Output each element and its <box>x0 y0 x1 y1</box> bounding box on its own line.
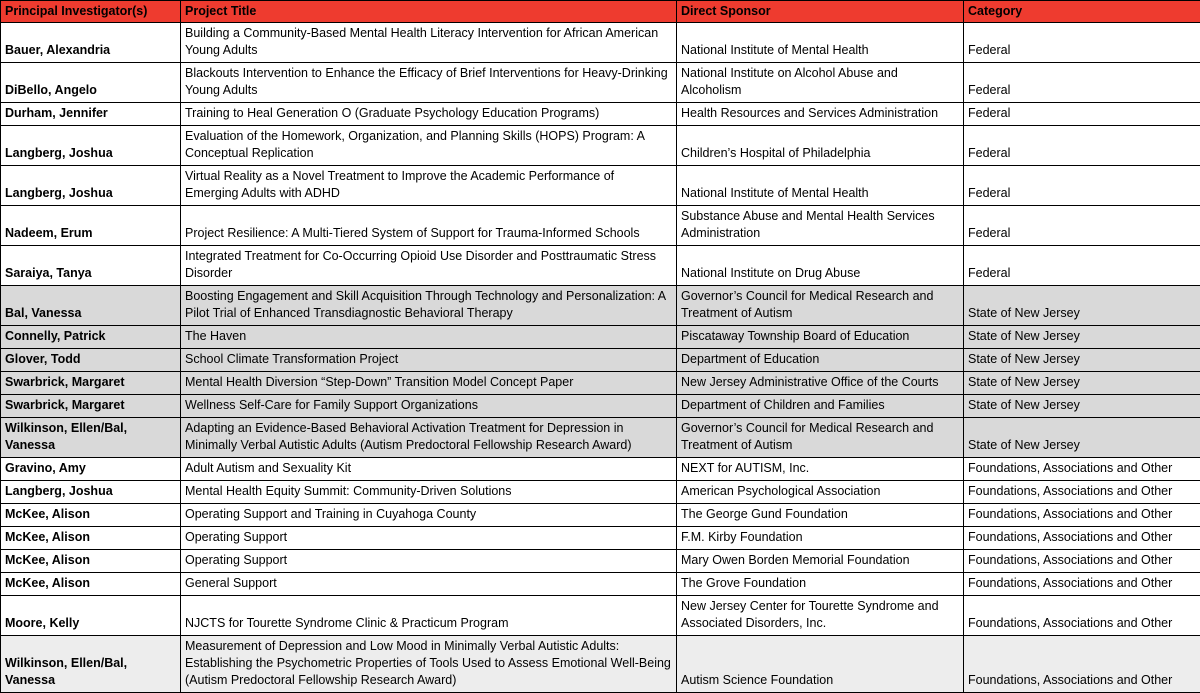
direct-sponsor-cell: Department of Children and Families <box>677 395 964 418</box>
direct-sponsor-cell: Piscataway Township Board of Education <box>677 326 964 349</box>
pi-cell: McKee, Alison <box>1 527 181 550</box>
category-cell: Foundations, Associations and Other <box>964 596 1200 636</box>
project-title-cell: General Support <box>181 573 677 596</box>
category-cell: Federal <box>964 126 1200 166</box>
table-row <box>1 23 1200 63</box>
table-row <box>1 206 1200 246</box>
table-row <box>1 550 1200 573</box>
pi-cell: McKee, Alison <box>1 573 181 596</box>
table-row <box>1 246 1200 286</box>
direct-sponsor-cell: National Institute of Mental Health <box>677 166 964 206</box>
table-row <box>1 349 1200 372</box>
project-title-cell: Operating Support <box>181 550 677 573</box>
category-cell: Foundations, Associations and Other <box>964 504 1200 527</box>
category-cell: Foundations, Associations and Other <box>964 636 1200 693</box>
table-row <box>1 326 1200 349</box>
table-row <box>1 458 1200 481</box>
direct-sponsor-cell: Governor’s Council for Medical Research and Treatment of Autism <box>677 286 964 326</box>
project-title-cell: Evaluation of the Homework, Organization, and Planning Skills (HOPS) Program: A Conceptual Replication <box>181 126 677 166</box>
project-title-cell: Boosting Engagement and Skill Acquisition Through Technology and Personalization: A Pilot Trial of Enhanced Transdiagnostic Behavioral Therapy <box>181 286 677 326</box>
table-row <box>1 596 1200 636</box>
category-cell: Federal <box>964 246 1200 286</box>
category-cell: State of New Jersey <box>964 395 1200 418</box>
table-row <box>1 103 1200 126</box>
direct-sponsor-cell: Mary Owen Borden Memorial Foundation <box>677 550 964 573</box>
direct-sponsor-cell: F.M. Kirby Foundation <box>677 527 964 550</box>
project-title-cell: Mental Health Diversion “Step-Down” Transition Model Concept Paper <box>181 372 677 395</box>
pi-cell: Langberg, Joshua <box>1 166 181 206</box>
pi-cell: Moore, Kelly <box>1 596 181 636</box>
category-cell: State of New Jersey <box>964 326 1200 349</box>
category-cell: Foundations, Associations and Other <box>964 527 1200 550</box>
category-cell: State of New Jersey <box>964 349 1200 372</box>
table-body <box>1 23 1200 693</box>
category-cell: Federal <box>964 63 1200 103</box>
project-title-cell: Adult Autism and Sexuality Kit <box>181 458 677 481</box>
project-title-cell: Building a Community-Based Mental Health Literacy Intervention for African American Young Adults <box>181 23 677 63</box>
category-cell: State of New Jersey <box>964 418 1200 458</box>
pi-cell: Bal, Vanessa <box>1 286 181 326</box>
pi-cell: Swarbrick, Margaret <box>1 395 181 418</box>
direct-sponsor-cell: National Institute of Mental Health <box>677 23 964 63</box>
header-principal-investigators: Principal Investigator(s) <box>1 1 181 23</box>
pi-cell: McKee, Alison <box>1 550 181 573</box>
category-cell: State of New Jersey <box>964 372 1200 395</box>
category-cell: Federal <box>964 166 1200 206</box>
project-title-cell: Operating Support <box>181 527 677 550</box>
table-row <box>1 286 1200 326</box>
pi-cell: Saraiya, Tanya <box>1 246 181 286</box>
project-title-cell: The Haven <box>181 326 677 349</box>
direct-sponsor-cell: NEXT for AUTISM, Inc. <box>677 458 964 481</box>
project-title-cell: Integrated Treatment for Co-Occurring Opioid Use Disorder and Posttraumatic Stress Disorder <box>181 246 677 286</box>
header-direct-sponsor: Direct Sponsor <box>677 1 964 23</box>
pi-cell: Bauer, Alexandria <box>1 23 181 63</box>
table-row <box>1 372 1200 395</box>
pi-cell: Connelly, Patrick <box>1 326 181 349</box>
pi-cell: DiBello, Angelo <box>1 63 181 103</box>
project-title-cell: Project Resilience: A Multi-Tiered System of Support for Trauma-Informed Schools <box>181 206 677 246</box>
direct-sponsor-cell: New Jersey Administrative Office of the Courts <box>677 372 964 395</box>
category-cell: Foundations, Associations and Other <box>964 550 1200 573</box>
direct-sponsor-cell: National Institute on Alcohol Abuse and Alcoholism <box>677 63 964 103</box>
project-title-cell: Virtual Reality as a Novel Treatment to Improve the Academic Performance of Emerging Adults with ADHD <box>181 166 677 206</box>
direct-sponsor-cell: The Grove Foundation <box>677 573 964 596</box>
pi-cell: Swarbrick, Margaret <box>1 372 181 395</box>
pi-cell: Langberg, Joshua <box>1 481 181 504</box>
project-title-cell: Training to Heal Generation O (Graduate Psychology Education Programs) <box>181 103 677 126</box>
project-title-cell: Operating Support and Training in Cuyahoga County <box>181 504 677 527</box>
direct-sponsor-cell: Substance Abuse and Mental Health Services Administration <box>677 206 964 246</box>
pi-cell: Wilkinson, Ellen/Bal, Vanessa <box>1 418 181 458</box>
category-cell: Federal <box>964 206 1200 246</box>
table-row <box>1 636 1200 693</box>
table-row <box>1 418 1200 458</box>
table-row <box>1 395 1200 418</box>
category-cell: Foundations, Associations and Other <box>964 481 1200 504</box>
header-row <box>1 1 1200 23</box>
project-title-cell: School Climate Transformation Project <box>181 349 677 372</box>
direct-sponsor-cell: Autism Science Foundation <box>677 636 964 693</box>
table-row <box>1 63 1200 103</box>
table-row <box>1 573 1200 596</box>
direct-sponsor-cell: Governor’s Council for Medical Research and Treatment of Autism <box>677 418 964 458</box>
project-title-cell: NJCTS for Tourette Syndrome Clinic & Practicum Program <box>181 596 677 636</box>
direct-sponsor-cell: Department of Education <box>677 349 964 372</box>
project-title-cell: Measurement of Depression and Low Mood in Minimally Verbal Autistic Adults: Establishing the Psychometric Properties of Tools Used to Assess Emotional Well-Being (Autism Predoctoral Fellowship Research Award) <box>181 636 677 693</box>
table-row <box>1 126 1200 166</box>
direct-sponsor-cell: National Institute on Drug Abuse <box>677 246 964 286</box>
pi-cell: Langberg, Joshua <box>1 126 181 166</box>
project-title-cell: Adapting an Evidence-Based Behavioral Activation Treatment for Depression in Minimally Verbal Autistic Adults (Autism Predoctoral Fellowship Research Award) <box>181 418 677 458</box>
project-title-cell: Wellness Self-Care for Family Support Organizations <box>181 395 677 418</box>
direct-sponsor-cell: The George Gund Foundation <box>677 504 964 527</box>
table-row <box>1 481 1200 504</box>
pi-cell: Wilkinson, Ellen/Bal, Vanessa <box>1 636 181 693</box>
category-cell: Federal <box>964 23 1200 63</box>
project-title-cell: Blackouts Intervention to Enhance the Efficacy of Brief Interventions for Heavy-Drinking Young Adults <box>181 63 677 103</box>
category-cell: Federal <box>964 103 1200 126</box>
table-header <box>1 1 1200 23</box>
direct-sponsor-cell: American Psychological Association <box>677 481 964 504</box>
pi-cell: Durham, Jennifer <box>1 103 181 126</box>
table-row <box>1 504 1200 527</box>
pi-cell: Gravino, Amy <box>1 458 181 481</box>
pi-cell: Glover, Todd <box>1 349 181 372</box>
category-cell: Foundations, Associations and Other <box>964 458 1200 481</box>
table-row <box>1 527 1200 550</box>
direct-sponsor-cell: Children’s Hospital of Philadelphia <box>677 126 964 166</box>
header-category: Category <box>964 1 1200 23</box>
pi-cell: Nadeem, Erum <box>1 206 181 246</box>
category-cell: State of New Jersey <box>964 286 1200 326</box>
category-cell: Foundations, Associations and Other <box>964 573 1200 596</box>
direct-sponsor-cell: New Jersey Center for Tourette Syndrome and Associated Disorders, Inc. <box>677 596 964 636</box>
direct-sponsor-cell: Health Resources and Services Administration <box>677 103 964 126</box>
table-row <box>1 166 1200 206</box>
project-title-cell: Mental Health Equity Summit: Community-Driven Solutions <box>181 481 677 504</box>
pi-cell: McKee, Alison <box>1 504 181 527</box>
header-project-title: Project Title <box>181 1 677 23</box>
